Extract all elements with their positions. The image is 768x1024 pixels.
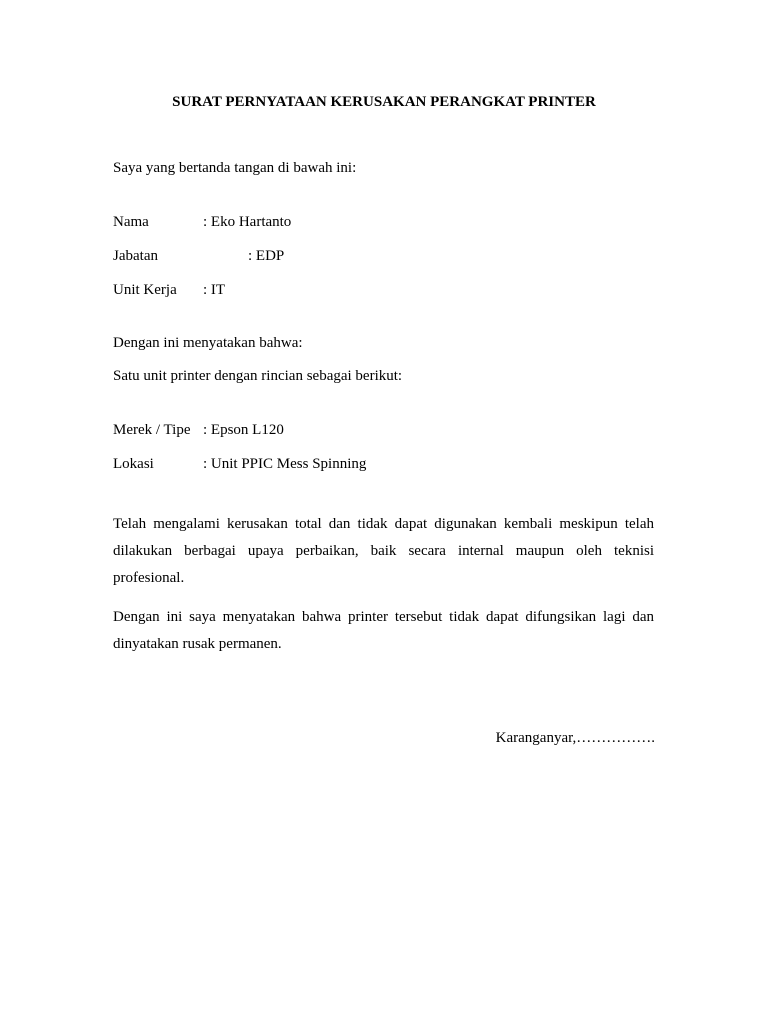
field-label-unit-kerja: Unit Kerja: [113, 282, 177, 298]
statement-intro: Dengan ini menyatakan bahwa:: [113, 335, 303, 351]
unit-intro: Satu unit printer dengan rincian sebagai berikut:: [113, 368, 403, 384]
field-value-lokasi: : Unit PPIC Mess Spinning: [203, 456, 367, 472]
paragraph-pernyataan: Dengan ini saya menyatakan bahwa printer tersebut tidak dapat difungsikan lagi dan dinyatakan rusak permanen.: [113, 609, 654, 652]
field-value-unit-kerja: : IT: [203, 282, 226, 298]
field-value-nama: : Eko Hartanto: [203, 214, 292, 230]
field-label-lokasi: Lokasi: [113, 456, 154, 472]
field-value-jabatan: : EDP: [248, 248, 285, 264]
field-label-merek-tipe: Merek / Tipe: [113, 422, 191, 438]
document-title: SURAT PERNYATAAN KERUSAKAN PERANGKAT PRINTER: [172, 94, 596, 110]
place-date: Karanganyar,…………….: [495, 730, 655, 746]
intro-text: Saya yang bertanda tangan di bawah ini:: [113, 160, 357, 176]
field-label-jabatan: Jabatan: [113, 248, 158, 264]
field-value-merek-tipe: : Epson L120: [203, 422, 284, 438]
paragraph-kerusakan: Telah mengalami kerusakan total dan tidak dapat digunakan kembali meskipun telah dilakukan berbagai upaya perbaikan, baik secara internal maupun oleh teknisi profesional.: [113, 516, 654, 586]
field-label-nama: Nama: [113, 214, 149, 230]
